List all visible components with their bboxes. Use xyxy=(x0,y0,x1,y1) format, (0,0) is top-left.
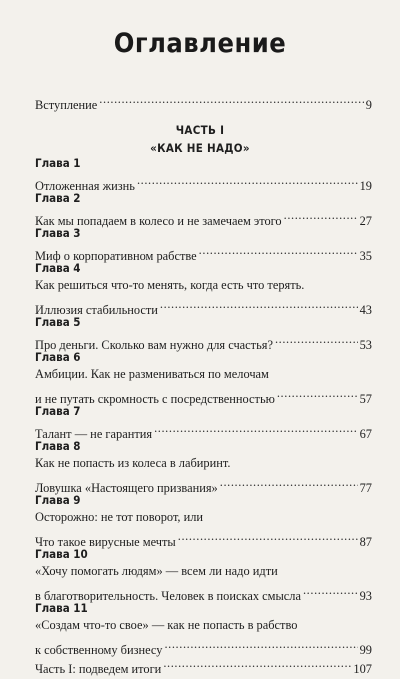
entry-text: в благотворительность. Человек в поисках смысла xyxy=(35,589,301,603)
chapter-heading: Глава 1 xyxy=(35,156,81,170)
page-number: 35 xyxy=(359,249,372,263)
chapter-title-line: «Создам что-то свое» — как не попасть в рабство xyxy=(35,618,298,632)
chapter-heading: Глава 7 xyxy=(35,404,81,418)
toc-chapter-entry xyxy=(35,600,372,657)
dot-leader xyxy=(154,419,358,438)
toc-entry-line xyxy=(35,473,372,495)
dot-leader xyxy=(284,206,358,225)
dot-leader xyxy=(303,581,358,600)
chapter-heading: Глава 10 xyxy=(35,547,88,561)
entry-text: и не путать скромность с посредственностью xyxy=(35,392,275,406)
chapter-heading: Глава 2 xyxy=(35,191,81,205)
chapter-title-line: Осторожно: не тот поворот, или xyxy=(35,510,204,524)
page-number: 19 xyxy=(359,179,372,193)
toc-entry-line xyxy=(35,635,372,657)
dot-leader xyxy=(99,90,364,109)
part-heading xyxy=(0,121,400,157)
chapter-heading: Глава 11 xyxy=(35,601,88,615)
dot-leader xyxy=(220,473,358,492)
toc-entry-line xyxy=(35,295,372,317)
toc-entry-line xyxy=(35,206,372,228)
toc-chapter-entry xyxy=(35,260,372,317)
toc-entry-line xyxy=(35,330,372,352)
toc-chapter-entry xyxy=(35,155,372,193)
dot-leader xyxy=(137,171,358,190)
page-number: 93 xyxy=(359,589,372,603)
chapter-heading: Глава 6 xyxy=(35,350,81,364)
part-subtitle: «КАК НЕ НАДО» xyxy=(150,141,250,155)
dot-leader xyxy=(164,635,357,654)
entry-text: Миф о корпоративном рабстве xyxy=(35,249,197,263)
page-number: 53 xyxy=(359,338,372,352)
page-number: 77 xyxy=(359,481,372,495)
entry-text: Как мы попадаем в колесо и не замечаем этого xyxy=(35,214,282,228)
entry-text: Отложенная жизнь xyxy=(35,179,135,193)
dot-leader xyxy=(160,295,358,314)
toc-entry-line xyxy=(35,527,372,549)
dot-leader xyxy=(163,654,351,673)
entry-text: Талант — не гарантия xyxy=(35,427,153,441)
entry-text: Про деньги. Сколько вам нужно для счастья? xyxy=(35,338,273,352)
dot-leader xyxy=(199,241,358,260)
toc-entry-line xyxy=(35,171,372,193)
entry-text: к собственному бизнесу xyxy=(35,643,163,657)
entry-text: Что такое вирусные мечты xyxy=(35,535,176,549)
toc-entry-line xyxy=(35,90,372,112)
page-number: 57 xyxy=(359,392,372,406)
toc-chapter-entry xyxy=(35,438,372,495)
chapter-heading: Глава 9 xyxy=(35,493,81,507)
chapter-title-line: Как не попасть из колеса в лабиринт. xyxy=(35,456,231,470)
page-number: 67 xyxy=(359,427,372,441)
entry-text: Иллюзия стабильности xyxy=(35,303,158,317)
toc-entry-line xyxy=(35,419,372,441)
toc-chapter-entry xyxy=(35,546,372,603)
toc-chapter-entry xyxy=(35,492,372,549)
chapter-title-line: Амбиции. Как не размениваться по мелочам xyxy=(35,367,269,381)
chapter-title-line: Как решиться что-то менять, когда есть что терять. xyxy=(35,278,305,292)
entry-text: Вступление xyxy=(35,98,98,112)
part-label: ЧАСТЬ I xyxy=(175,123,225,137)
page-number: 99 xyxy=(359,643,372,657)
dot-leader xyxy=(277,384,358,403)
toc-entry-line xyxy=(35,581,372,603)
chapter-heading: Глава 8 xyxy=(35,439,81,453)
page-number: 27 xyxy=(359,214,372,228)
page-title: Оглавление xyxy=(113,28,287,59)
toc-entry-line xyxy=(35,384,372,406)
toc-chapter-list xyxy=(35,155,372,676)
entry-text: Ловушка «Настоящего призвания» xyxy=(35,481,218,495)
toc-intro-entry xyxy=(35,90,372,112)
dot-leader xyxy=(275,330,358,349)
page-number: 9 xyxy=(365,98,372,112)
toc-chapter-entry xyxy=(35,349,372,406)
entry-text: Часть I: подведем итоги xyxy=(35,662,162,676)
page-number: 87 xyxy=(359,535,372,549)
page-number: 107 xyxy=(353,662,372,676)
chapter-title-line: «Хочу помогать людям» — всем ли надо идти xyxy=(35,564,278,578)
page-number: 43 xyxy=(359,303,372,317)
dot-leader xyxy=(178,527,358,546)
chapter-heading: Глава 4 xyxy=(35,261,81,275)
chapter-heading: Глава 5 xyxy=(35,315,81,329)
toc-entry-line xyxy=(35,241,372,263)
chapter-heading: Глава 3 xyxy=(35,226,81,240)
